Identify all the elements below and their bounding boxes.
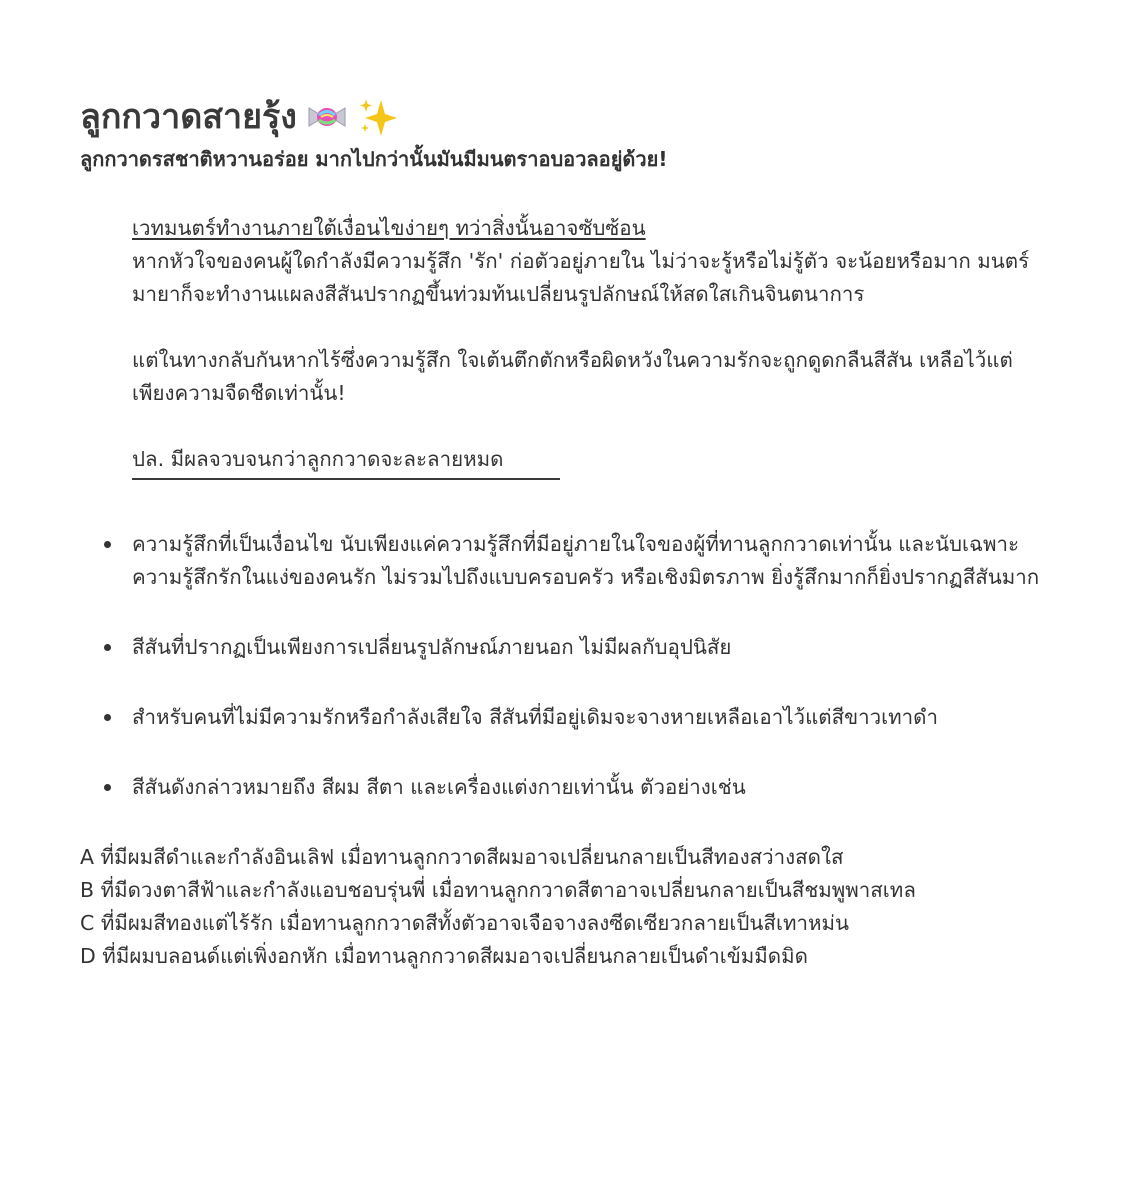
sparkles-icon <box>357 96 399 138</box>
document <box>80 92 1070 973</box>
intro-note: ปล. มีผลจวบจนกว่าลูกกวาดจะละลายหมด <box>132 447 504 471</box>
divider-line <box>132 478 560 480</box>
list-item-text: สีสันที่ปรากฏเป็นเพียงการเปลี่ยนรูปลักษณ์ภายนอก ไม่มีผลกับอุปนิสัย <box>132 635 732 659</box>
example-d: D ที่มีผมบลอนด์แต่เพิ่งอกหัก เมื่อทานลูกกวาดสีผมอาจเปลี่ยนกลายเป็นดำเข้มมืดมิด <box>80 944 808 968</box>
subtitle: ลูกกวาดรสชาติหวานอร่อย มากไปกว่านั้นมันมีมนตราอบอวลอยู่ด้วย! <box>80 147 668 171</box>
intro-paragraph-1: หากหัวใจของคนผู้ใดกำลังมีความรู้สึก 'รัก' ก่อตัวอยู่ภายใน ไม่ว่าจะรู้หรือไม่รู้ตัว จะน้อยหรือมาก มนตร์มายาก็จะทำงานแผลงสีสันปรากฏขึ้นท่วมท้นเปลี่ยนรูปลักษณ์ให้สดใสเกินจินตนาการ <box>132 249 1030 306</box>
list-item <box>80 771 1060 804</box>
intro-paragraph-2: แต่ในทางกลับกันหากไร้ซึ่งความรู้สึก ใจเต้นตึกตักหรือผิดหวังในความรักจะถูกดูดกลืนสีสัน เหลือไว้แต่เพียงความจืดชืดเท่านั้น! <box>132 348 1013 405</box>
bullet-icon <box>104 714 111 721</box>
intro-block <box>132 212 1052 480</box>
bullet-icon <box>104 784 111 791</box>
list-item <box>80 631 1060 664</box>
page-title: ลูกกวาดสายรุ้ง <box>80 97 297 137</box>
spacer <box>132 410 1052 443</box>
intro-heading: เวทมนตร์ทำงานภายใต้เงื่อนไขง่ายๆ ทว่าสิ่งนั้นอาจซับซ้อน <box>132 216 646 240</box>
list-item <box>80 701 1060 734</box>
example-a: A ที่มีผมสีดำและกำลังอินเลิฟ เมื่อทานลูกกวาดสีผมอาจเปลี่ยนกลายเป็นสีทองสว่างสดใส <box>80 845 844 869</box>
bullet-icon <box>104 644 111 651</box>
example-c: C ที่มีผมสีทองแต่ไร้รัก เมื่อทานลูกกวาดสีทั้งตัวอาจเจือจางลงซีดเซียวกลายเป็นสีเทาหม่น <box>80 911 850 935</box>
candy-icon <box>307 102 347 132</box>
list-item <box>80 528 1060 594</box>
rules-list <box>80 528 1060 804</box>
bullet-icon <box>104 541 111 548</box>
examples-block <box>80 841 1070 973</box>
spacer <box>132 311 1052 344</box>
list-item-text: สีสันดังกล่าวหมายถึง สีผม สีตา และเครื่องแต่งกายเท่านั้น ตัวอย่างเช่น <box>132 775 746 799</box>
title-row <box>80 92 1070 142</box>
example-b: B ที่มีดวงตาสีฟ้าและกำลังแอบชอบรุ่นพี่ เมื่อทานลูกกวาดสีตาอาจเปลี่ยนกลายเป็นสีชมพูพาสเทล <box>80 878 916 902</box>
list-item-text: ความรู้สึกที่เป็นเงื่อนไข นับเพียงแค่ความรู้สึกที่มีอยู่ภายในใจของผู้ที่ทานลูกกวาดเท่านั้น และนับเฉพาะความรู้สึกรักในแง่ของคนรัก ไม่รวมไปถึงแบบครอบครัว หรือเชิงมิตรภาพ ยิ่งรู้สึกมากก็ยิ่งปรากฏสีสันมาก <box>132 532 1040 589</box>
list-item-text: สำหรับคนที่ไม่มีความรักหรือกำลังเสียใจ สีสันที่มีอยู่เดิมจะจางหายเหลือเอาไว้แต่สีขาวเทาดำ <box>132 705 938 729</box>
